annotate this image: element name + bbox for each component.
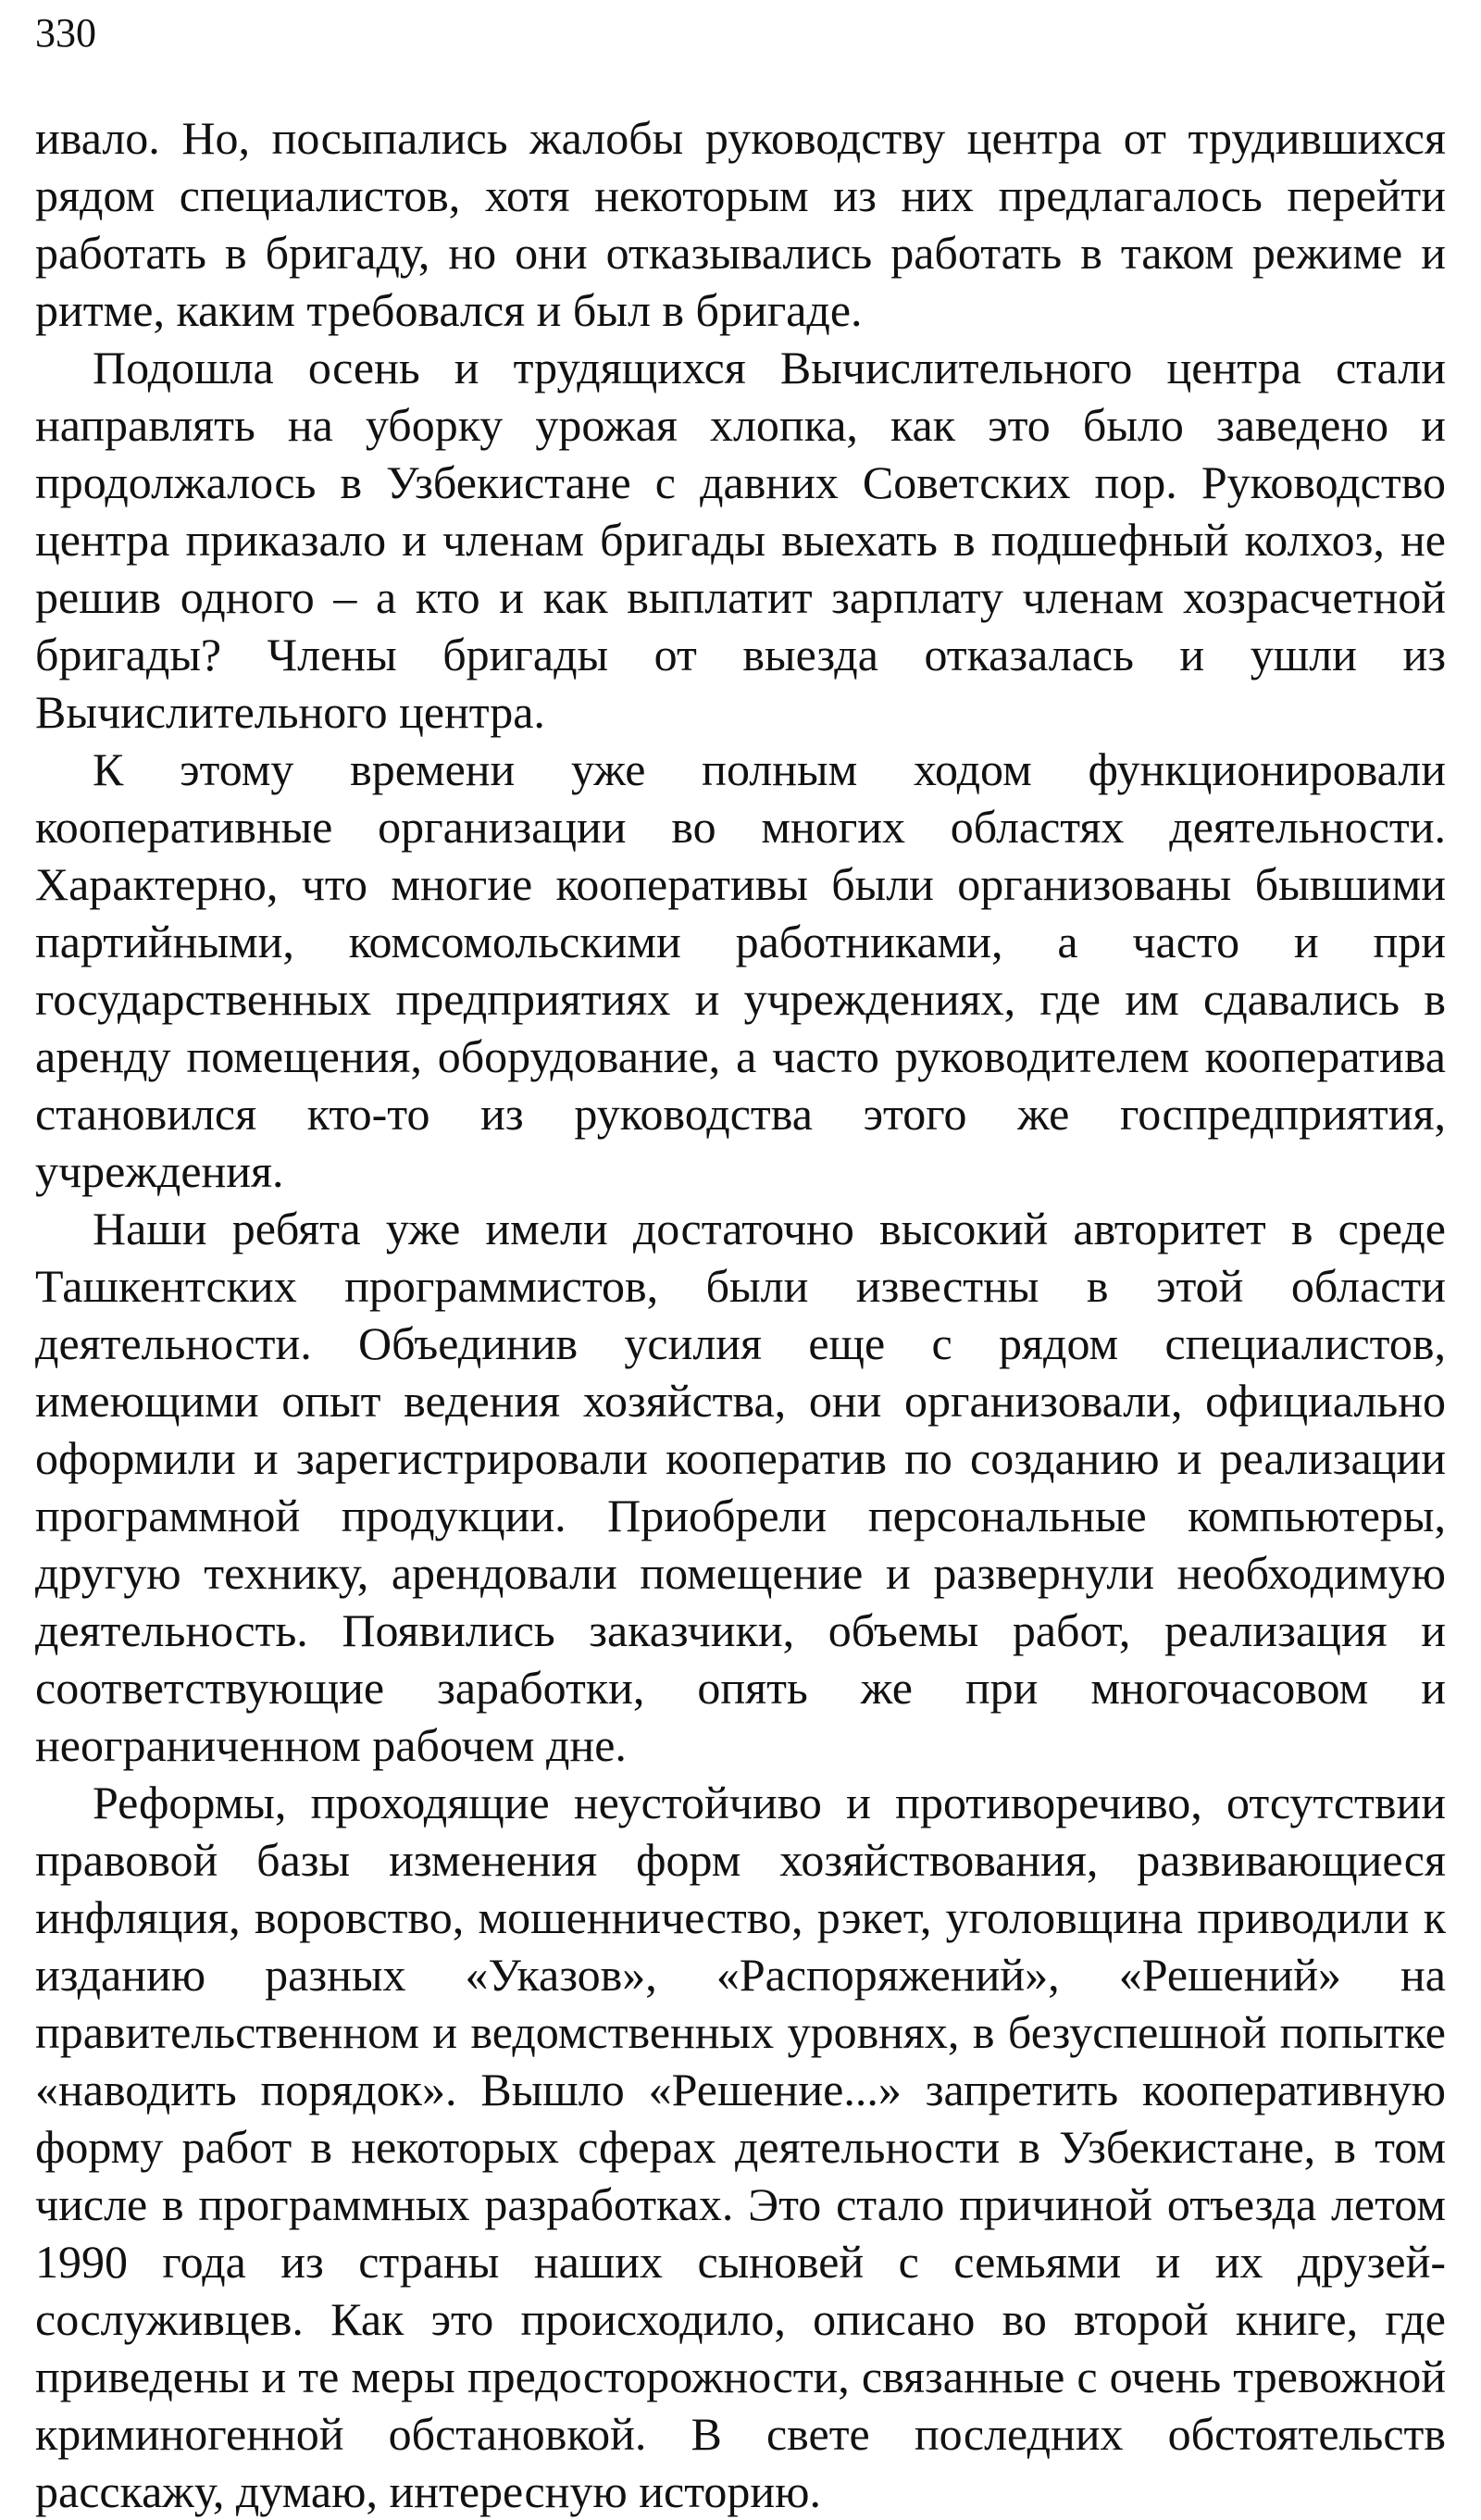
paragraph-1: ивало. Но, посыпались жалобы руководству центра от трудившихся рядом специалистов, хотя некоторым из них предлагалось перейти работать в бригаду, но они отказывались работать в таком режиме и ритме, каким требовался и был в бригаде. (35, 112, 1446, 336)
body-text (35, 109, 1446, 2520)
page-number: 330 (35, 10, 96, 56)
paragraph-3: К этому времени уже полным ходом функционировали кооперативные организации во многих областях деятельности. Характерно, что многие кооперативы были организованы бывшими партийными, комсомольскими работниками, а часто и при государственных предприятиях и учреждениях, где им сдавались в аренду помещения, оборудование, а часто руководителем кооператива становился кто-то из руководства этого же госпредприятия, учреждения. (35, 743, 1446, 1197)
paragraph-2: Подошла осень и трудящихся Вычислительного центра стали направлять на уборку урожая хлопка, как это было заведено и продолжалось в Узбекистане с давних Советских пор. Руководство центра приказало и членам бригады выехать в подшефный колхоз, не решив одного – а кто и как выплатит зарплату членам хозрасчетной бригады? Члены бригады от выезда отказалась и ушли из Вычислительного центра. (35, 342, 1446, 738)
paragraph-5: Реформы, проходящие неустойчиво и противоречиво, отсутствии правовой базы изменения форм хозяйствования, развивающиеся инфляция, воровство, мошенничество, рэкет, уголовщина приводили к изданию разных «Указов», «Распоряжений», «Решений» на правительственном и ведомственных уровнях, в безуспешной попытке «наводить порядок». Вышло «Решение...» запретить кооперативную форму работ в некоторых сферах деятельности в Узбекистане, в том числе в программных разработках. Это стало причиной отъезда летом 1990 года из страны наших сыновей с семьями и их друзей-сослуживцев. Как это происходило, описано во второй книге, где приведены и те меры предосторожности, связанные с очень тревожной криминогенной обстановкой. В свете последних обстоятельств расскажу, думаю, интересную историю. (35, 1777, 1446, 2517)
paragraph-4: Наши ребята уже имели достаточно высокий авторитет в среде Ташкентских программистов, были известны в этой области деятельности. Объединив усилия еще с рядом специалистов, имеющими опыт ведения хозяйства, они организовали, официально оформили и зарегистрировали кооператив по созданию и реализации программной продукции. Приобрели персональные компьютеры, другую технику, арендовали помещение и развернули необходимую деятельность. Появились заказчики, объемы работ, реализация и соответствующие заработки, опять же при многочасовом и неограниченном рабочем дне. (35, 1203, 1446, 1771)
